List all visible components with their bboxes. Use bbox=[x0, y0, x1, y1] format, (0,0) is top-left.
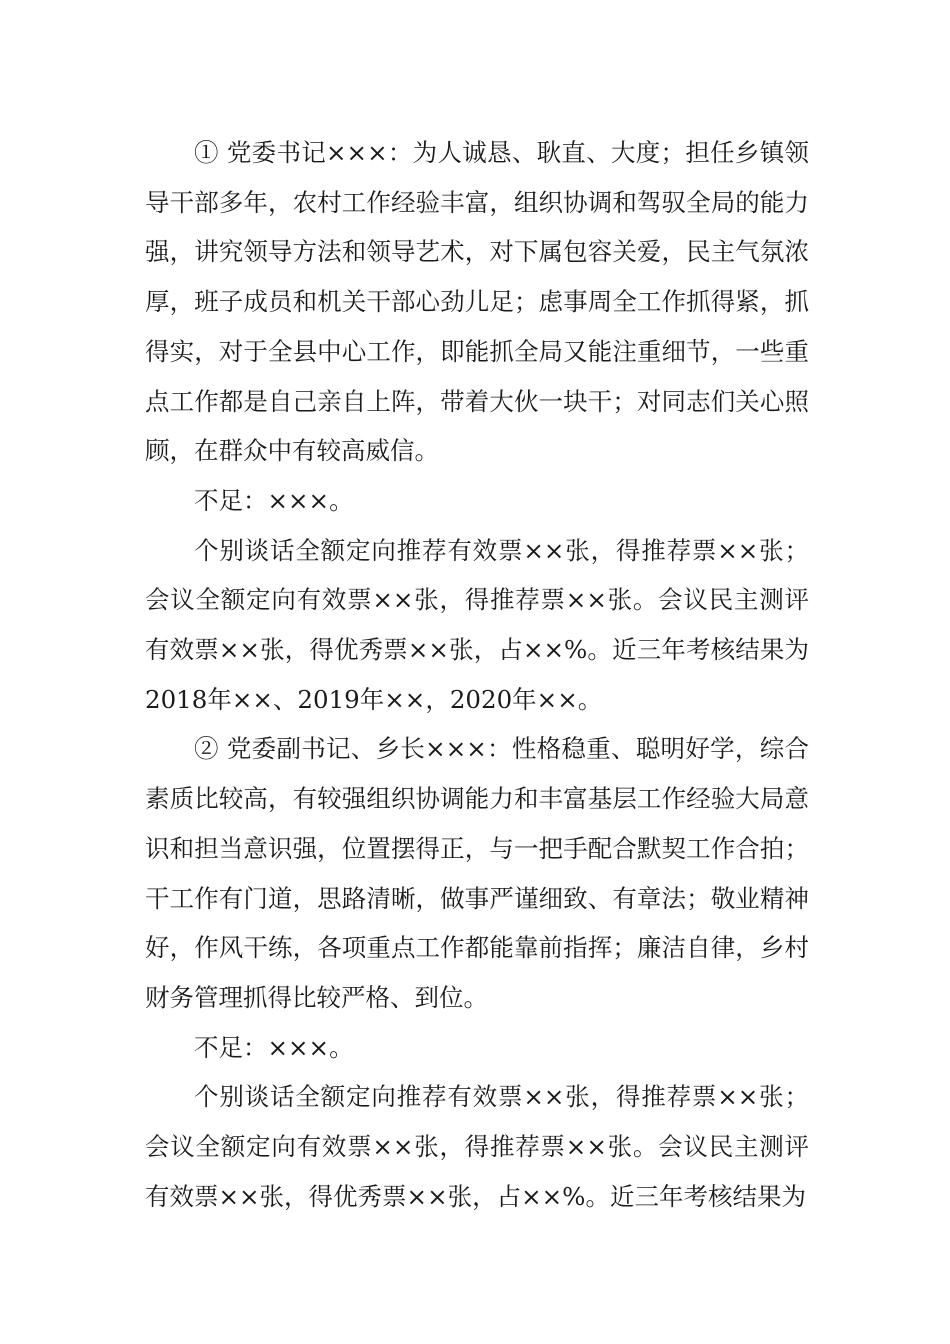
paragraph-secretary-votes: 个别谈话全额定向推荐有效票××张，得推荐票××张；会议全额定向有效票××张，得推荐票××张。会议民主测评有效票××张，得优秀票××张，占××%。近三年考核结果为2018年××、2019年××，2020年××。 bbox=[145, 535, 809, 714]
paragraph-deputy-secretary-votes: 个别谈话全额定向推荐有效票××张，得推荐票××张；会议全额定向有效票××张，得推荐票××张。会议民主测评有效票××张，得优秀票××张，占××%。近三年考核结果为 bbox=[145, 1082, 809, 1211]
document-body bbox=[145, 128, 809, 1221]
paragraph-deputy-secretary-shortcomings: 不足：×××。 bbox=[194, 1032, 354, 1062]
paragraph-secretary-shortcomings: 不足：×××。 bbox=[194, 485, 354, 515]
paragraph-deputy-secretary-evaluation: ② 党委副书记、乡长×××：性格稳重、聪明好学，综合素质比较高，有较强组织协调能力和丰富基层工作经验大局意识和担当意识强，位置摆得正，与一把手配合默契工作合拍；干工作有门道，思路清晰，做事严谨细致、有章法；敬业精神好，作风干练，各项重点工作都能靠前指挥；廉洁自律，乡村财务管理抓得比较严格、到位。 bbox=[145, 734, 809, 1012]
paragraph-secretary-evaluation: ① 党委书记×××：为人诚恳、耿直、大度；担任乡镇领导干部多年，农村工作经验丰富，组织协调和驾驭全局的能力强，讲究领导方法和领导艺术，对下属包容关爱，民主气氛浓厚，班子成员和机关干部心劲儿足；虑事周全工作抓得紧，抓得实，对于全县中心工作，即能抓全局又能注重细节，一些重点工作都是自己亲自上阵，带着大伙一块干；对同志们关心照顾，在群众中有较高威信。 bbox=[145, 138, 809, 466]
